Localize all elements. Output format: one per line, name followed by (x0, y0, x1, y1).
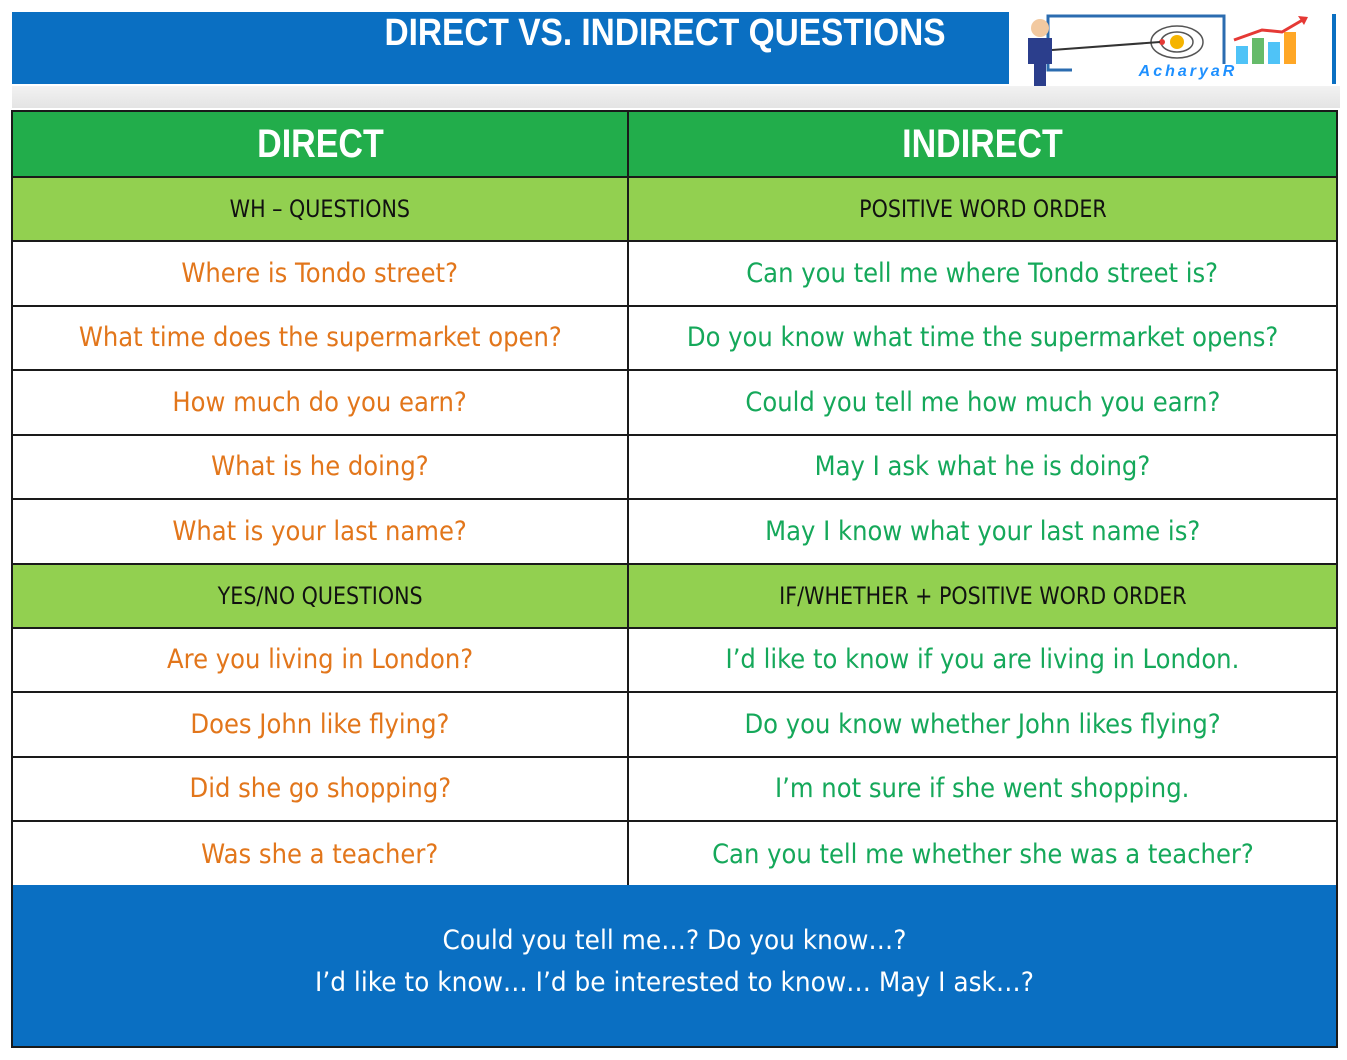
footer-line-1: Could you tell me…? Do you know…? (442, 925, 907, 956)
direct-question: Does John like flying? (13, 693, 629, 756)
table-row (13, 758, 1336, 823)
section-label-direct: WH – QUESTIONS (13, 178, 629, 240)
header-spacer (12, 86, 1340, 108)
indirect-question: May I know what your last name is? (764, 515, 1201, 547)
table-row (13, 693, 1336, 758)
page-title-text: DIRECT VS. INDIRECT QUESTIONS (384, 12, 946, 54)
direct-question: Are you living in London? (13, 629, 629, 692)
table-row (13, 822, 1336, 887)
indirect-question: Can you tell me where Tondo street is? (746, 257, 1219, 289)
table-row (13, 242, 1336, 307)
direct-question: Where is Tondo street? (13, 242, 629, 305)
table-row (13, 500, 1336, 565)
logo-text: AcharyaR (1138, 63, 1238, 80)
direct-question: Was she a teacher? (13, 822, 629, 887)
presenter-chart-logo-icon (1012, 12, 1334, 96)
table-row (13, 307, 1336, 372)
table-row (13, 436, 1336, 501)
questions-table (11, 110, 1338, 889)
table-row (13, 371, 1336, 436)
direct-question: What time does the supermarket open? (13, 307, 629, 370)
indirect-question: May I ask what he is doing? (814, 451, 1151, 483)
logo (1012, 12, 1334, 96)
indirect-question: I’d like to know if you are living in London. (725, 644, 1240, 676)
direct-question: How much do you earn? (13, 371, 629, 434)
section-row-wh (13, 178, 1336, 242)
section-label-direct: YES/NO QUESTIONS (13, 565, 629, 627)
direct-question: Did she go shopping? (13, 758, 629, 821)
section-label-indirect: IF/WHETHER + POSITIVE WORD ORDER (778, 581, 1187, 610)
column-header-direct: DIRECT (13, 112, 629, 176)
table-header-row (13, 112, 1336, 178)
indirect-question: Do you know what time the supermarket opens? (686, 322, 1279, 354)
footer-line-2: I’d like to know… I’d be interested to know… May I ask…? (315, 967, 1034, 998)
indirect-question: I’m not sure if she went shopping. (775, 773, 1190, 805)
section-row-yes-no (13, 565, 1336, 629)
logo-divider (1332, 14, 1336, 84)
direct-question: What is he doing? (13, 436, 629, 499)
indirect-question: Can you tell me whether she was a teacher? (711, 838, 1254, 870)
column-header-indirect: INDIRECT (902, 121, 1063, 166)
direct-question: What is your last name? (13, 500, 629, 563)
indirect-question: Do you know whether John likes flying? (744, 708, 1221, 740)
table-row (13, 629, 1336, 694)
phrases-footer (11, 885, 1338, 1048)
section-label-indirect: POSITIVE WORD ORDER (858, 195, 1107, 223)
indirect-question: Could you tell me how much you earn? (744, 386, 1221, 418)
